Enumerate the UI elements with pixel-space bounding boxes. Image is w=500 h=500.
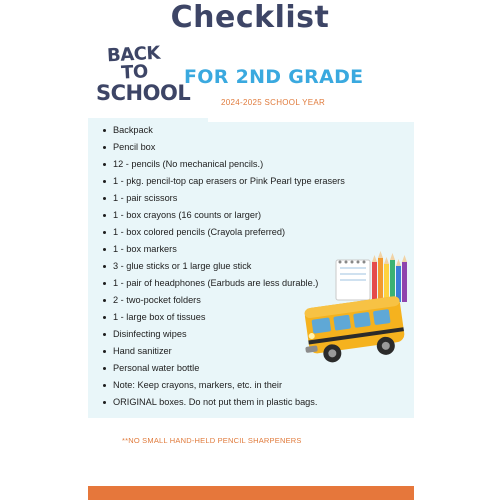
checklist-item: Hand sanitizer (96, 343, 396, 360)
checklist-item: 1 - box markers (96, 241, 396, 258)
checklist-item: Note: Keep crayons, markers, etc. in their (96, 377, 396, 394)
sharpener-note: **NO SMALL HAND-HELD PENCIL SHARPENERS (122, 436, 302, 445)
checklist-item: 12 - pencils (No mechanical pencils.) (96, 156, 396, 173)
grade-heading: FOR 2ND GRADE (184, 66, 364, 88)
footer-bar (88, 486, 414, 500)
notebook-icon (336, 260, 370, 300)
back-to-school-logo (96, 42, 191, 105)
school-bus-icon (300, 296, 407, 366)
checklist-item: Personal water bottle (96, 360, 396, 377)
checklist-item: Backpack (96, 122, 396, 139)
logo-line-1: BACK TO (106, 42, 161, 84)
checklist-item: Pencil box (96, 139, 396, 156)
checklist-item: 1 - pkg. pencil-top cap erasers or Pink Pearl type erasers (96, 173, 396, 190)
checklist-item: 3 - glue sticks or 1 large glue stick (96, 258, 396, 275)
checklist-item: 1 - large box of tissues (96, 309, 396, 326)
colored-pencils-icon (372, 251, 407, 302)
checklist-item: Disinfecting wipes (96, 326, 396, 343)
checklist-item: 1 - box colored pencils (Crayola preferred) (96, 224, 396, 241)
school-supplies-illustration (300, 250, 410, 375)
checklist-item: 1 - box crayons (16 counts or larger) (96, 207, 396, 224)
checklist-item: ORIGINAL boxes. Do not put them in plastic bags. (96, 394, 396, 411)
checklist-item: 2 - two-pocket folders (96, 292, 396, 309)
checklist-item: 1 - pair scissors (96, 190, 396, 207)
logo-line-2: SCHOOL (96, 81, 191, 105)
school-year-label: 2024-2025 SCHOOL YEAR (221, 98, 326, 107)
checklist-item: 1 - pair of headphones (Earbuds are less durable.) (96, 275, 396, 292)
page-title: Checklist (170, 0, 330, 35)
